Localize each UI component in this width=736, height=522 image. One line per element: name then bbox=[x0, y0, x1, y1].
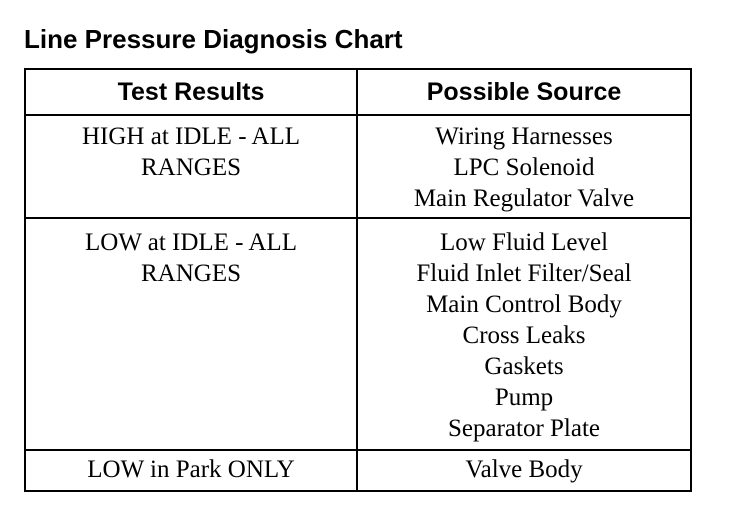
source-item: Valve Body bbox=[465, 456, 583, 483]
table-row bbox=[25, 218, 691, 450]
diagnosis-table bbox=[24, 68, 692, 492]
source-item: Low Fluid Level bbox=[439, 229, 609, 256]
source-item: Cross Leaks bbox=[462, 322, 586, 349]
test-result-text: HIGH at IDLE - ALL RANGES bbox=[82, 123, 300, 181]
possible-source-cell bbox=[357, 450, 691, 491]
source-item: Fluid Inlet Filter/Seal bbox=[416, 260, 632, 287]
test-result-cell bbox=[25, 218, 357, 450]
source-item: Main Regulator Valve bbox=[413, 185, 635, 212]
test-result-cell bbox=[25, 450, 357, 491]
source-item: Pump bbox=[494, 384, 554, 411]
source-item: Main Control Body bbox=[426, 291, 622, 318]
table-row bbox=[25, 450, 691, 491]
possible-source-cell bbox=[357, 115, 691, 218]
possible-source-cell bbox=[357, 218, 691, 450]
header-possible-source: Possible Source bbox=[357, 69, 691, 115]
table-row bbox=[25, 115, 691, 218]
source-item: LPC Solenoid bbox=[453, 154, 595, 181]
test-result-text: LOW at IDLE - ALL RANGES bbox=[85, 229, 297, 287]
header-row bbox=[25, 69, 691, 115]
source-item: Gaskets bbox=[484, 353, 564, 380]
source-item: Wiring Harnesses bbox=[435, 123, 613, 150]
chart-title: Line Pressure Diagnosis Chart bbox=[24, 24, 403, 54]
header-test-results: Test Results bbox=[25, 69, 357, 115]
source-item: Separator Plate bbox=[447, 415, 601, 442]
test-result-text: LOW in Park ONLY bbox=[87, 456, 295, 483]
test-result-cell bbox=[25, 115, 357, 218]
